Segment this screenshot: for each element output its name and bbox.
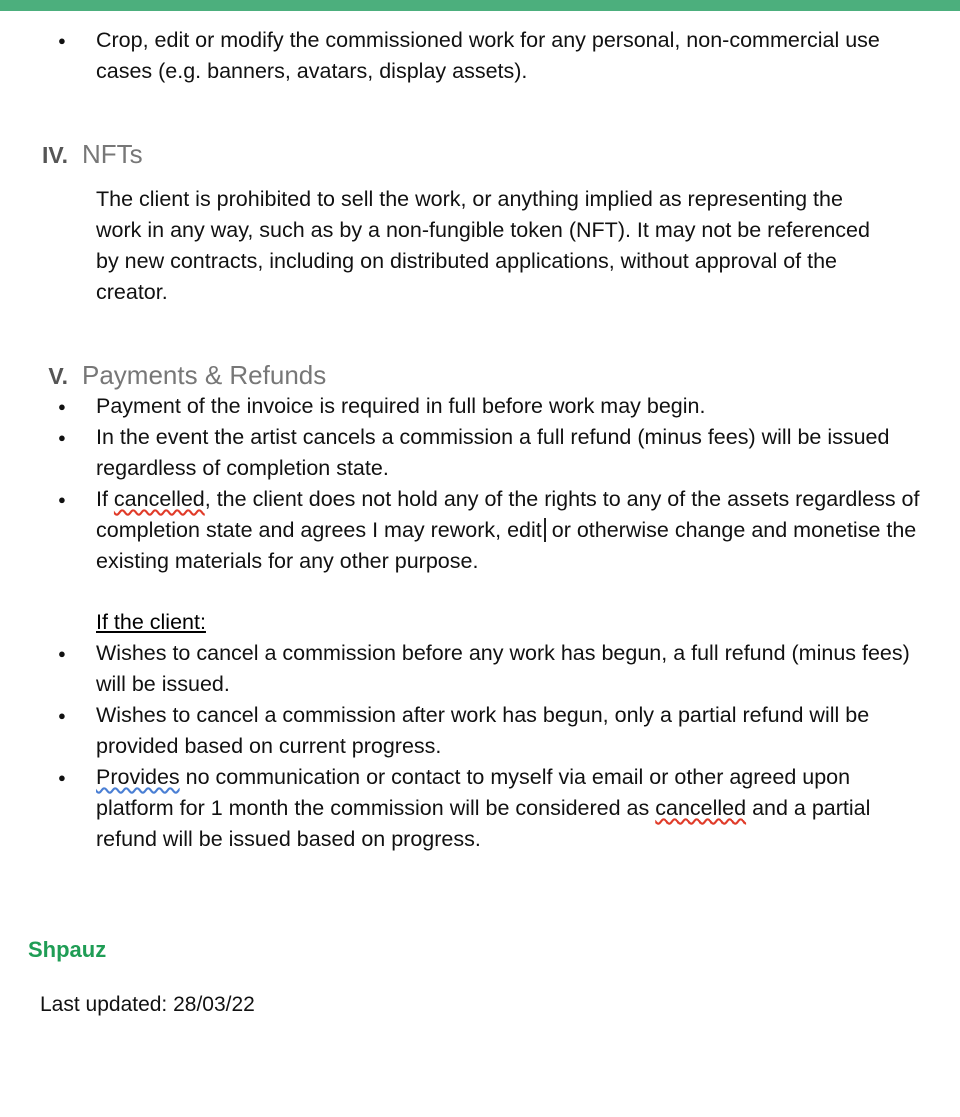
top-accent-bar [0, 0, 960, 11]
misspelled-word: cancelled [113, 487, 205, 511]
text-cursor [544, 518, 546, 542]
list-item: ● Crop, edit or modify the commissioned work for any personal, non-commercial use cases (e.g. banners, avatars, display assets). [14, 25, 932, 87]
misspelled-word: cancelled [655, 796, 747, 820]
list-item: ● In the event the artist cancels a commission a full refund (minus fees) will be issued regardless of completion state. [14, 422, 932, 484]
bullet-text-post: or otherwise change and monetise the existing materials for any other purpose. [96, 518, 917, 573]
bullet-text-pre: If [96, 487, 114, 511]
section-title: NFTs [82, 139, 143, 169]
list-item [14, 762, 932, 855]
section-number: V. [48, 363, 68, 389]
bullet-text-mid: no communication or contact to myself via email or other agreed upon platform for 1 month the commission will be considered as [96, 765, 851, 820]
list-item [14, 484, 932, 577]
misspelled-word: Provides [96, 765, 180, 789]
document-page [0, 11, 960, 1017]
bullet-text-post: and a partial refund will be issued based on progress. [96, 796, 871, 851]
signature: Shpauz [28, 937, 107, 962]
if-client-heading: If the client: [96, 610, 206, 634]
intro-bullet-list [14, 25, 932, 87]
if-client-bullet-list [14, 638, 932, 855]
list-item: ● Wishes to cancel a commission before any work has begun, a full refund (minus fees) will be issued. [14, 638, 932, 700]
section-payments-refunds [14, 360, 932, 855]
section-body: The client is prohibited to sell the work, or anything implied as representing the work in any way, such as by a non-fungible token (NFT). It may not be referenced by new contracts, including on distributed applications, without approval of the creator. [96, 187, 870, 304]
bullet-text-mid: , the client does not hold any of the rights to any of the assets regardless of completion state and agrees I may rework, edit [96, 487, 920, 542]
payments-bullet-list [14, 391, 932, 577]
section-nfts [14, 139, 932, 308]
section-title: Payments & Refunds [82, 360, 327, 390]
list-item: ● Payment of the invoice is required in full before work may begin. [14, 391, 932, 422]
list-item: ● Wishes to cancel a commission after work has begun, only a partial refund will be provided based on current progress. [14, 700, 932, 762]
section-heading [14, 139, 932, 170]
last-updated-text: Last updated: 28/03/22 [40, 993, 255, 1016]
section-heading [14, 360, 932, 391]
section-number: IV. [41, 142, 68, 168]
